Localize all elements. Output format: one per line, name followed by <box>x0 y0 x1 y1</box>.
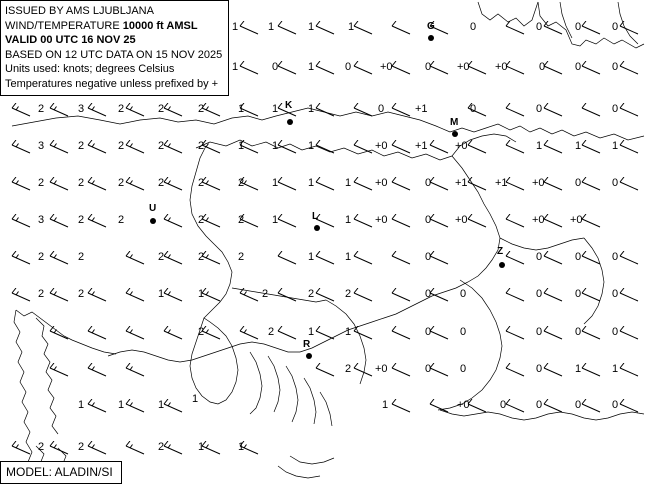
wind-barb <box>503 251 529 269</box>
wind-barb <box>123 140 149 158</box>
wind-barb <box>85 441 111 459</box>
temperature-value: 0 <box>345 61 352 73</box>
temperature-value: 2 <box>238 251 245 263</box>
wind-barb <box>237 61 263 79</box>
temperature-value: 2 <box>78 140 85 152</box>
wind-barb <box>427 140 453 158</box>
wind-barb <box>85 326 111 344</box>
temperature-value: 1 <box>232 21 239 33</box>
wind-barb <box>617 326 643 344</box>
temperature-value: +0 <box>532 214 545 226</box>
temperature-value: 2 <box>38 251 45 263</box>
temperature-value: 2 <box>158 103 165 115</box>
temperature-value: 2 <box>198 140 205 152</box>
wind-barb <box>313 326 339 344</box>
wind-barb <box>351 61 377 79</box>
wind-barb <box>503 214 529 232</box>
temperature-value: 1 <box>308 140 315 152</box>
wind-barb <box>541 21 567 39</box>
wind-barb <box>617 21 643 39</box>
wind-barb <box>85 288 111 306</box>
city-label: M <box>450 117 459 128</box>
wind-barb <box>389 288 415 306</box>
temperature-value: 1 <box>308 21 315 33</box>
temperature-value: 1 <box>308 326 315 338</box>
temperature-value: 0 <box>575 21 582 33</box>
wind-barb <box>313 363 339 381</box>
wind-barb <box>617 363 643 381</box>
temperature-value: 0 <box>575 177 582 189</box>
city-dot-icon <box>499 262 505 268</box>
temperature-value: 0 <box>612 326 619 338</box>
wind-barb <box>85 363 111 381</box>
wind-barb <box>351 326 377 344</box>
temperature-value: 1 <box>158 288 165 300</box>
wind-barb <box>617 399 643 417</box>
temperature-value: 1 <box>78 399 85 411</box>
wind-barb <box>617 251 643 269</box>
temperature-value: +1 <box>415 103 428 115</box>
wind-barb <box>465 214 491 232</box>
temperature-value: 2 <box>158 177 165 189</box>
temperature-value: 2 <box>262 288 269 300</box>
temperature-value: 2 <box>78 441 85 453</box>
temperature-value: 2 <box>308 288 315 300</box>
wind-barb <box>389 399 415 417</box>
temperature-value: 2 <box>78 288 85 300</box>
wind-barb <box>389 251 415 269</box>
wind-barb <box>275 251 301 269</box>
temperature-value: 0 <box>425 177 432 189</box>
wind-barb <box>85 214 111 232</box>
temperature-value: 2 <box>158 140 165 152</box>
temperature-value: 0 <box>612 103 619 115</box>
temperature-value: 2 <box>78 177 85 189</box>
wind-barb <box>389 103 415 121</box>
wind-barb <box>237 326 263 344</box>
wind-barb <box>123 363 149 381</box>
temperature-value: 3 <box>38 214 45 226</box>
temperature-value: 0 <box>460 363 467 375</box>
temperature-value: 1 <box>308 103 315 115</box>
wind-barb <box>47 140 73 158</box>
temperature-value: 1 <box>272 214 279 226</box>
temperature-value: 3 <box>38 140 45 152</box>
temperature-value: 1 <box>348 21 355 33</box>
wind-barb <box>465 140 491 158</box>
wind-barb <box>541 103 567 121</box>
temperature-value: +0 <box>380 61 393 73</box>
temperature-value: 1 <box>345 214 352 226</box>
wind-barb <box>237 288 263 306</box>
temperature-value: 0 <box>612 177 619 189</box>
wind-barb <box>123 177 149 195</box>
temperature-value: +0 <box>375 177 388 189</box>
temperature-value: 1 <box>272 103 279 115</box>
wind-barb <box>9 441 35 459</box>
temperature-value: 0 <box>425 326 432 338</box>
temperature-value: 1 <box>612 363 619 375</box>
wind-barb <box>123 326 149 344</box>
wind-barb <box>313 61 339 79</box>
wind-barb <box>541 177 567 195</box>
wind-barb <box>161 214 187 232</box>
wind-barb <box>275 214 301 232</box>
wind-barb <box>579 103 605 121</box>
wind-barb <box>617 288 643 306</box>
temperature-value: 1 <box>158 399 165 411</box>
wind-barb <box>389 140 415 158</box>
wind-barb <box>313 251 339 269</box>
temperature-value: 0 <box>536 288 543 300</box>
wind-barb <box>465 177 491 195</box>
temperature-value: +1 <box>495 177 508 189</box>
temperature-value: 1 <box>272 177 279 189</box>
temperature-value: 0 <box>536 399 543 411</box>
temperature-value: +0 <box>375 363 388 375</box>
wind-barb <box>541 251 567 269</box>
temperature-value: 0 <box>612 288 619 300</box>
city-dot-icon <box>150 218 156 224</box>
wind-barb <box>503 140 529 158</box>
wind-barb <box>389 61 415 79</box>
temperature-value: 2 <box>345 288 352 300</box>
temperature-value: +0 <box>532 177 545 189</box>
wind-barb <box>579 363 605 381</box>
temperature-value: 0 <box>425 214 432 226</box>
temperature-value: 2 <box>158 251 165 263</box>
wind-barb <box>503 288 529 306</box>
temperature-value: 0 <box>470 21 477 33</box>
wind-barb <box>351 251 377 269</box>
temperature-value: 0 <box>536 251 543 263</box>
city-label: R <box>303 339 311 350</box>
temperature-value: 2 <box>38 103 45 115</box>
temperature-value: 2 <box>38 177 45 189</box>
wind-barb <box>351 288 377 306</box>
city-dot-icon <box>287 119 293 125</box>
temperature-value: 0 <box>575 399 582 411</box>
wind-barb <box>579 326 605 344</box>
temperature-value: 2 <box>38 441 45 453</box>
wind-barb <box>123 399 149 417</box>
wind-barb <box>579 21 605 39</box>
temperature-value: 1 <box>272 140 279 152</box>
wind-barb <box>47 288 73 306</box>
temperature-value: +1 <box>455 177 468 189</box>
temperature-value: 2 <box>238 214 245 226</box>
city-label: Z <box>497 246 504 257</box>
temperature-value: +0 <box>455 140 468 152</box>
temperature-value: 2 <box>118 214 125 226</box>
temperature-value: 0 <box>425 61 432 73</box>
temperature-value: 0 <box>612 251 619 263</box>
temperature-value: +1 <box>415 140 428 152</box>
wind-barb <box>47 103 73 121</box>
wind-barb <box>161 251 187 269</box>
wind-barb <box>161 103 187 121</box>
model-box <box>0 461 122 484</box>
wind-barb <box>47 363 73 381</box>
wind-barb <box>123 441 149 459</box>
legend-units: Units used: knots; degrees Celsius <box>5 63 175 75</box>
temperature-value: 1 <box>382 399 389 411</box>
wind-barb <box>123 288 149 306</box>
wind-barb <box>541 288 567 306</box>
temperature-value: 1 <box>575 140 582 152</box>
city-label: L <box>312 211 319 222</box>
temperature-value: 2 <box>268 326 275 338</box>
wind-barb <box>351 214 377 232</box>
wind-barb <box>47 177 73 195</box>
temperature-value: 0 <box>536 21 543 33</box>
temperature-value: 0 <box>460 288 467 300</box>
wind-barb <box>9 214 35 232</box>
wind-barb <box>465 103 491 121</box>
wind-barb <box>85 177 111 195</box>
legend-basedon: BASED ON 12 UTC DATA ON 15 NOV 2025 <box>5 48 223 61</box>
temperature-value: +0 <box>455 214 468 226</box>
wind-barb <box>541 363 567 381</box>
wind-barb <box>389 177 415 195</box>
temperature-value: 2 <box>38 288 45 300</box>
temperature-value: +0 <box>375 214 388 226</box>
temperature-value: 2 <box>238 177 245 189</box>
temperature-value: 0 <box>575 61 582 73</box>
wind-barb <box>47 251 73 269</box>
legend-product-prefix: WIND/TEMPERATURE <box>5 19 123 32</box>
temperature-value: 2 <box>78 251 85 263</box>
temperature-value: 1 <box>308 61 315 73</box>
wind-barb <box>275 177 301 195</box>
temperature-value: 2 <box>118 140 125 152</box>
model-label: MODEL: ALADIN/SI <box>6 465 113 479</box>
temperature-value: 2 <box>118 103 125 115</box>
temperature-value: 3 <box>78 103 85 115</box>
wind-barb <box>351 21 377 39</box>
wind-barb <box>275 140 301 158</box>
temperature-value: 0 <box>575 288 582 300</box>
wind-barb <box>389 363 415 381</box>
wind-barb <box>161 326 187 344</box>
temperature-value: 1 <box>238 441 245 453</box>
wind-barb <box>85 140 111 158</box>
city-dot-icon <box>314 225 320 231</box>
wind-barb <box>351 103 377 121</box>
wind-barb <box>313 288 339 306</box>
temperature-value: 0 <box>536 103 543 115</box>
legend-product-level: 10000 ft AMSL <box>122 19 198 32</box>
temperature-value: +0 <box>457 61 470 73</box>
temperature-value: 2 <box>158 441 165 453</box>
wind-barb <box>123 103 149 121</box>
temperature-value: 0 <box>378 103 385 115</box>
temperature-value: 1 <box>238 103 245 115</box>
temperature-value: 2 <box>78 214 85 226</box>
legend-temp-note: Temperatures negative unless prefixed by + <box>5 77 219 90</box>
legend-validity: VALID 00 UTC 16 NOV 25 <box>5 34 136 46</box>
wind-barb <box>161 399 187 417</box>
temperature-value: 0 <box>575 251 582 263</box>
temperature-value: +0 <box>375 140 388 152</box>
wind-barb <box>351 363 377 381</box>
temperature-value: 1 <box>238 140 245 152</box>
city-label: U <box>149 203 157 214</box>
wind-barb <box>9 177 35 195</box>
wind-barb <box>389 21 415 39</box>
wind-barb <box>389 326 415 344</box>
temperature-value: 0 <box>272 61 279 73</box>
wind-barb <box>579 251 605 269</box>
temperature-value: 1 <box>198 441 205 453</box>
wind-barb <box>275 326 301 344</box>
temperature-value: 0 <box>425 363 432 375</box>
temperature-value: 0 <box>612 399 619 411</box>
legend-box <box>0 0 229 96</box>
temperature-value: +0 <box>570 214 583 226</box>
temperature-value: 1 <box>345 251 352 263</box>
city-label: K <box>285 100 293 111</box>
wind-barb <box>617 61 643 79</box>
wind-barb <box>389 214 415 232</box>
wind-barb <box>579 61 605 79</box>
temperature-value: 0 <box>612 61 619 73</box>
temperature-value: 2 <box>198 103 205 115</box>
temperature-value: 2 <box>198 251 205 263</box>
wind-barb <box>47 326 73 344</box>
wind-barb <box>541 326 567 344</box>
temperature-value: 0 <box>539 61 546 73</box>
city-label: G <box>427 21 435 32</box>
wind-barb <box>617 140 643 158</box>
temperature-value: +0 <box>495 61 508 73</box>
wind-barb <box>47 441 73 459</box>
temperature-value: 0 <box>425 288 432 300</box>
wind-barb <box>503 103 529 121</box>
wind-barb <box>123 251 149 269</box>
legend-issuer: ISSUED BY AMS LJUBLJANA <box>5 5 154 17</box>
wind-barb <box>617 103 643 121</box>
city-dot-icon <box>306 353 312 359</box>
wind-barb <box>503 363 529 381</box>
temperature-value: 1 <box>232 61 239 73</box>
wind-barb <box>313 21 339 39</box>
temperature-value: 1 <box>345 177 352 189</box>
wind-barb <box>161 288 187 306</box>
wind-barb <box>503 326 529 344</box>
legend-product <box>5 19 222 34</box>
temperature-value: 1 <box>192 393 199 405</box>
wind-barb <box>541 140 567 158</box>
city-dot-icon <box>452 131 458 137</box>
temperature-value: 1 <box>308 177 315 189</box>
temperature-value: 2 <box>345 363 352 375</box>
wind-barb <box>579 140 605 158</box>
wind-barb <box>351 177 377 195</box>
wind-barb <box>313 103 339 121</box>
temperature-value: 0 <box>612 21 619 33</box>
wind-barb <box>313 177 339 195</box>
wind-barb <box>161 441 187 459</box>
wind-barb <box>313 140 339 158</box>
temperature-value: 1 <box>575 363 582 375</box>
temperature-value: 1 <box>612 140 619 152</box>
temperature-value: 0 <box>500 399 507 411</box>
temperature-value: 1 <box>198 288 205 300</box>
wind-barb <box>9 288 35 306</box>
wind-barb <box>541 399 567 417</box>
city-dot-icon <box>428 35 434 41</box>
temperature-value: 0 <box>470 103 477 115</box>
temperature-value: 2 <box>198 214 205 226</box>
temperature-value: 0 <box>536 326 543 338</box>
temperature-value: 0 <box>460 326 467 338</box>
wind-barb <box>275 21 301 39</box>
wind-barb <box>579 399 605 417</box>
wind-barb <box>617 177 643 195</box>
wind-barb <box>275 288 301 306</box>
temperature-value: 2 <box>198 326 205 338</box>
wind-barb <box>579 288 605 306</box>
wind-barb <box>427 399 453 417</box>
temperature-value: 1 <box>536 140 543 152</box>
wind-barb <box>9 103 35 121</box>
temperature-value: 2 <box>198 177 205 189</box>
wind-barb <box>503 399 529 417</box>
wind-barb <box>47 214 73 232</box>
wind-barb <box>351 140 377 158</box>
temperature-value: +0 <box>457 399 470 411</box>
wind-barb <box>161 177 187 195</box>
wind-barb <box>541 214 567 232</box>
wind-barb <box>579 177 605 195</box>
wind-barb <box>503 21 529 39</box>
wind-barb <box>85 399 111 417</box>
wind-barb <box>579 214 605 232</box>
temperature-value: 1 <box>118 399 125 411</box>
temperature-value: 0 <box>575 326 582 338</box>
wind-barb <box>161 140 187 158</box>
wind-barb <box>9 251 35 269</box>
temperature-value: 0 <box>536 363 543 375</box>
temperature-value: 0 <box>425 251 432 263</box>
wind-barb <box>275 61 301 79</box>
temperature-value: 2 <box>118 177 125 189</box>
wind-barb <box>237 21 263 39</box>
temperature-value: 1 <box>345 326 352 338</box>
wind-barb <box>85 103 111 121</box>
temperature-value: 1 <box>308 251 315 263</box>
wind-barb <box>9 140 35 158</box>
temperature-value: 1 <box>268 21 275 33</box>
